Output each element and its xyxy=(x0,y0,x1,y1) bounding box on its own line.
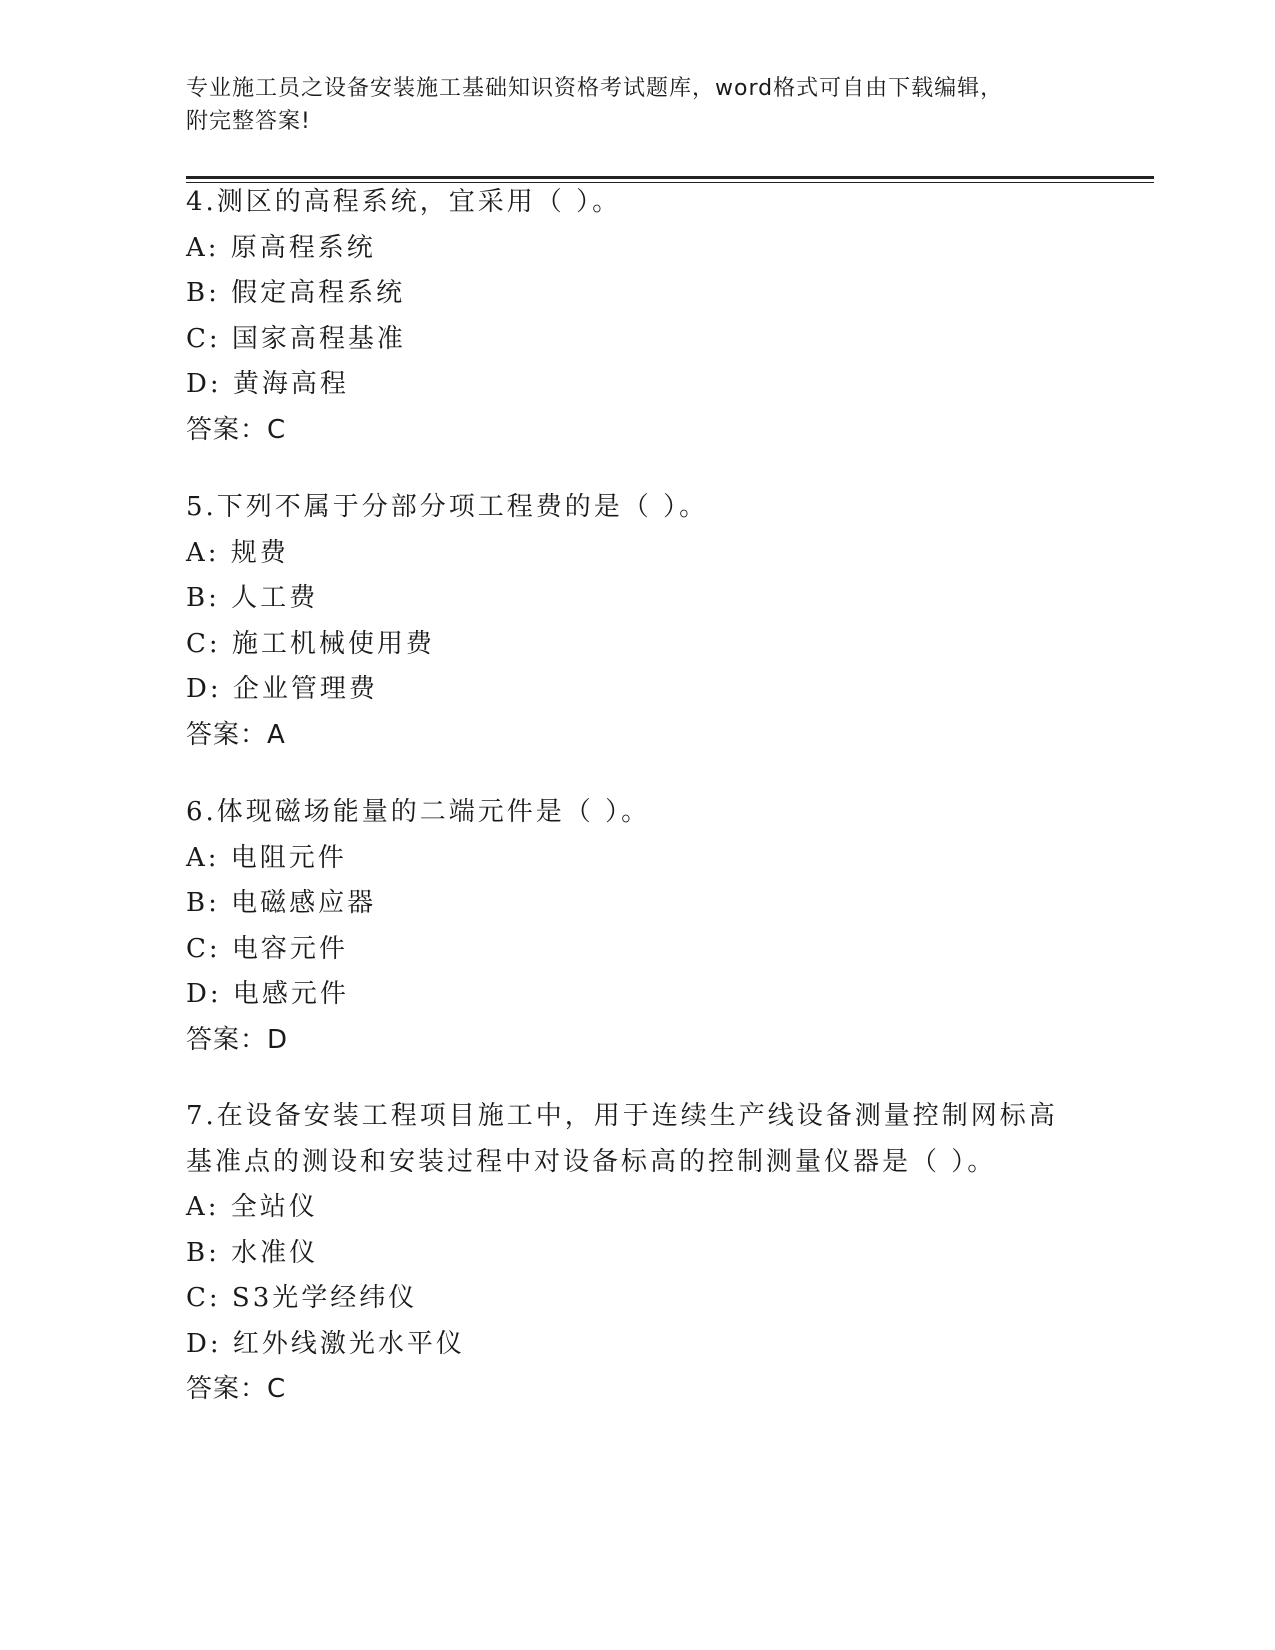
answer: 答案：D xyxy=(186,1024,289,1055)
document-header xyxy=(186,72,1086,138)
question-stem-line: 6.体现磁场能量的二端元件是（ ）。 xyxy=(186,797,651,827)
header-line-1: 专业施工员之设备安装施工基础知识资格考试题库，word格式可自由下载编辑， xyxy=(186,76,1004,101)
question-stem xyxy=(186,790,1086,836)
question-stem-line: 7.在设备安装工程项目施工中，用于连续生产线设备测量控制网标高 xyxy=(186,1101,1058,1131)
option-b: B: 人工费 xyxy=(186,583,319,613)
option-d: D: 红外线激光水平仪 xyxy=(186,1328,465,1359)
option-a: A: 原高程系统 xyxy=(186,232,376,263)
header-divider-thick xyxy=(186,176,1154,179)
question-stem xyxy=(186,1094,1086,1185)
option-b: B: 假定高程系统 xyxy=(186,278,406,308)
option-d: D: 电感元件 xyxy=(186,979,349,1009)
option-a: A: 电阻元件 xyxy=(186,842,347,873)
header-line-2: 附完整答案! xyxy=(186,109,311,134)
question-stem xyxy=(186,180,1086,226)
option-b: B: 水准仪 xyxy=(186,1237,319,1268)
question-4 xyxy=(186,180,1086,453)
answer: 答案：C xyxy=(186,414,287,445)
question-stem-line: 4.测区的高程系统，宜采用（ ）。 xyxy=(186,187,622,217)
option-c: C: S3光学经纬仪 xyxy=(186,1283,418,1313)
answer: 答案：A xyxy=(186,719,286,750)
option-c: C: 施工机械使用费 xyxy=(186,628,435,659)
option-a: A: 规费 xyxy=(186,537,289,568)
question-stem-line: 5.下列不属于分部分项工程费的是（ ）。 xyxy=(186,492,709,522)
option-a: A: 全站仪 xyxy=(186,1192,318,1222)
question-5 xyxy=(186,485,1086,758)
option-b: B: 电磁感应器 xyxy=(186,888,377,918)
question-6 xyxy=(186,790,1086,1063)
option-d: D: 黄海高程 xyxy=(186,369,349,399)
answer: 答案：C xyxy=(186,1374,287,1404)
question-7 xyxy=(186,1094,1086,1413)
option-d: D: 企业管理费 xyxy=(186,674,378,704)
question-stem-line: 基准点的测设和安装过程中对设备标高的控制测量仪器是（ ）。 xyxy=(186,1146,997,1177)
option-c: C: 电容元件 xyxy=(186,933,348,964)
question-stem xyxy=(186,485,1086,531)
option-c: C: 国家高程基准 xyxy=(186,323,406,354)
